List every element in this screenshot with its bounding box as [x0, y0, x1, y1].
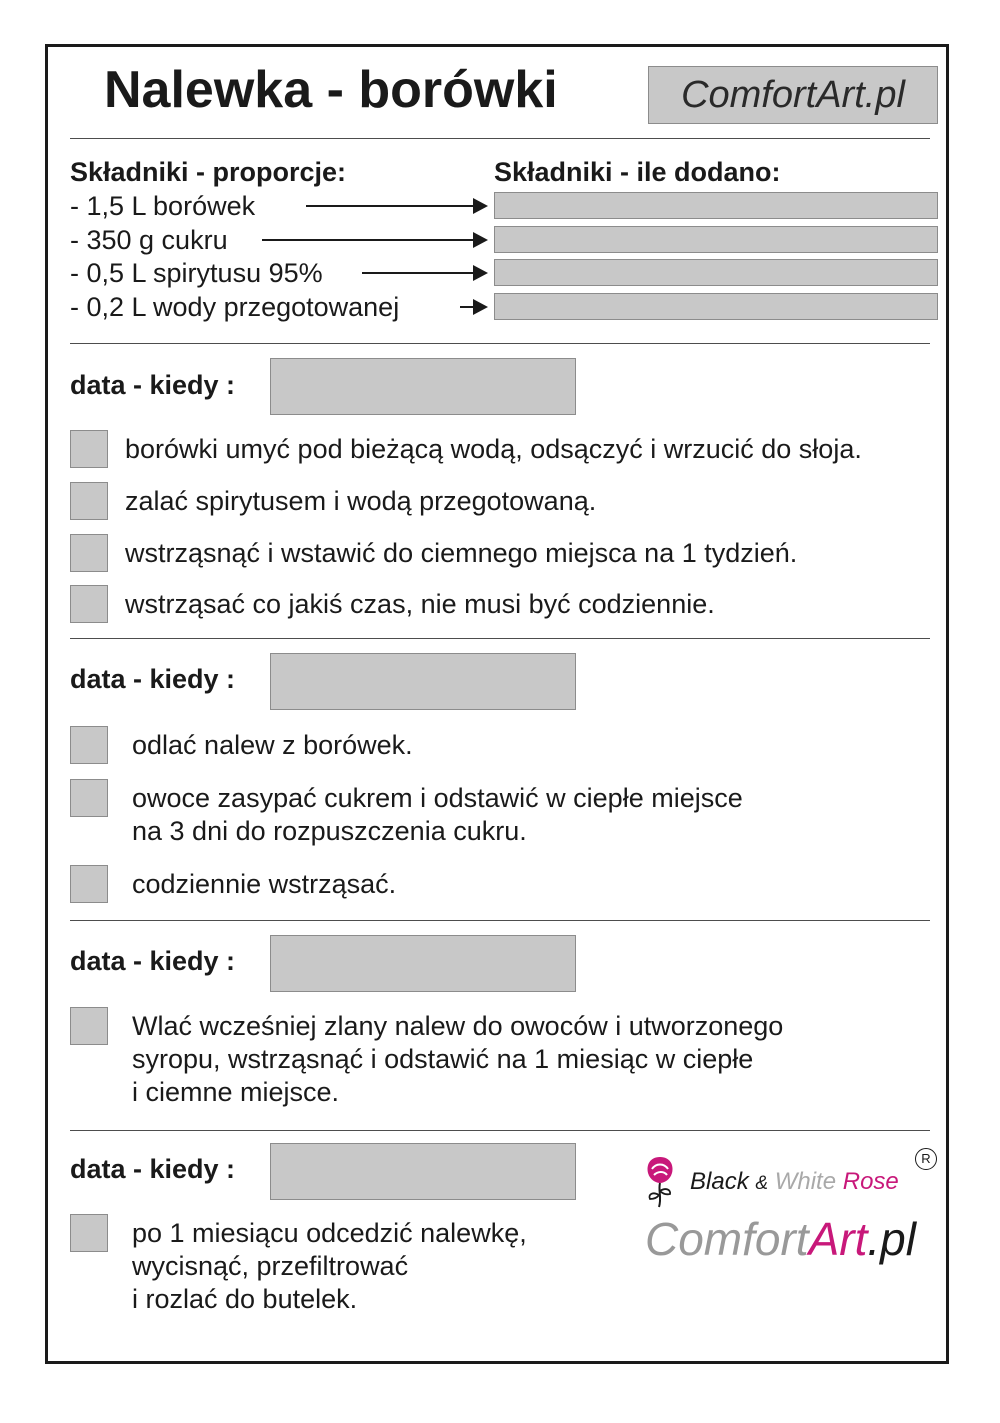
date-field[interactable]: [270, 653, 576, 710]
rose-logo-icon: [640, 1153, 680, 1213]
brand-logo: [645, 1212, 916, 1266]
divider: [70, 920, 930, 921]
brand-box: ComfortArt.pl: [648, 66, 938, 124]
arrow-icon: [362, 272, 486, 274]
arrow-icon: [306, 205, 486, 207]
date-label: data - kiedy :: [70, 664, 236, 694]
brand-amp: &: [755, 1173, 769, 1194]
step-text: wstrząsnąć i wstawić do ciemnego miejsca na 1 tydzień.: [125, 538, 798, 568]
step-text: owoce zasypać cukrem i odstawić w ciepłe miejsce na 3 dni do rozpuszczenia cukru.: [132, 783, 743, 846]
step-checkbox[interactable]: [70, 1214, 108, 1252]
step-checkbox[interactable]: [70, 534, 108, 572]
ingredient-item: - 350 g cukru: [70, 225, 228, 255]
arrow-icon: [262, 239, 486, 241]
step-checkbox[interactable]: [70, 1007, 108, 1045]
page-title: Nalewka - borówki: [104, 61, 558, 119]
date-label: data - kiedy :: [70, 370, 236, 400]
brand-black: Black: [690, 1168, 749, 1195]
step-text: Wlać wcześniej zlany nalew do owoców i utworzonego syropu, wstrząsnąć i odstawić na 1 miesiąc w ciepłe i ciemne miejsce.: [132, 1011, 784, 1107]
ingredient-item: - 1,5 L borówek: [70, 191, 256, 221]
step-checkbox[interactable]: [70, 430, 108, 468]
divider: [70, 138, 930, 139]
step-text: borówki umyć pod bieżącą wodą, odsączyć i wrzucić do słoja.: [125, 434, 862, 464]
brand-rose: Rose: [842, 1168, 899, 1195]
date-field[interactable]: [270, 935, 576, 992]
step-checkbox[interactable]: [70, 779, 108, 817]
step-text: codziennie wstrząsać.: [132, 869, 397, 899]
registered-mark-icon: R: [915, 1148, 937, 1170]
brand-art: Art: [808, 1213, 868, 1265]
date-label: data - kiedy :: [70, 946, 236, 976]
step-text: wstrząsać co jakiś czas, nie musi być codziennie.: [125, 589, 715, 619]
brand-pl: .pl: [867, 1213, 916, 1265]
ingredient-item: - 0,5 L spirytusu 95%: [70, 258, 323, 288]
date-field[interactable]: [270, 1143, 576, 1200]
brand-tagline: [690, 1168, 899, 1196]
step-text: po 1 miesiącu odcedzić nalewkę, wycisnąć, przefiltrować i rozlać do butelek.: [132, 1218, 527, 1314]
divider: [70, 343, 930, 344]
ingredient-item: - 0,2 L wody przegotowanej: [70, 292, 400, 322]
brand-comfort: Comfort: [645, 1213, 809, 1265]
date-label: data - kiedy :: [70, 1154, 236, 1184]
step-checkbox[interactable]: [70, 726, 108, 764]
date-field[interactable]: [270, 358, 576, 415]
step-checkbox[interactable]: [70, 865, 108, 903]
step-text: odlać nalew z borówek.: [132, 730, 413, 760]
step-text: zalać spirytusem i wodą przegotowaną.: [125, 486, 597, 516]
step-checkbox[interactable]: [70, 482, 108, 520]
brand-white: White: [774, 1168, 837, 1195]
step-checkbox[interactable]: [70, 585, 108, 623]
added-field-blueberries[interactable]: [494, 192, 938, 219]
added-heading: Składniki - ile dodano:: [494, 157, 781, 187]
arrow-icon: [460, 306, 486, 308]
added-field-water[interactable]: [494, 293, 938, 320]
divider: [70, 638, 930, 639]
added-field-spirit[interactable]: [494, 259, 938, 286]
divider: [70, 1130, 930, 1131]
added-field-sugar[interactable]: [494, 226, 938, 253]
ingredients-heading: Składniki - proporcje:: [70, 157, 347, 187]
